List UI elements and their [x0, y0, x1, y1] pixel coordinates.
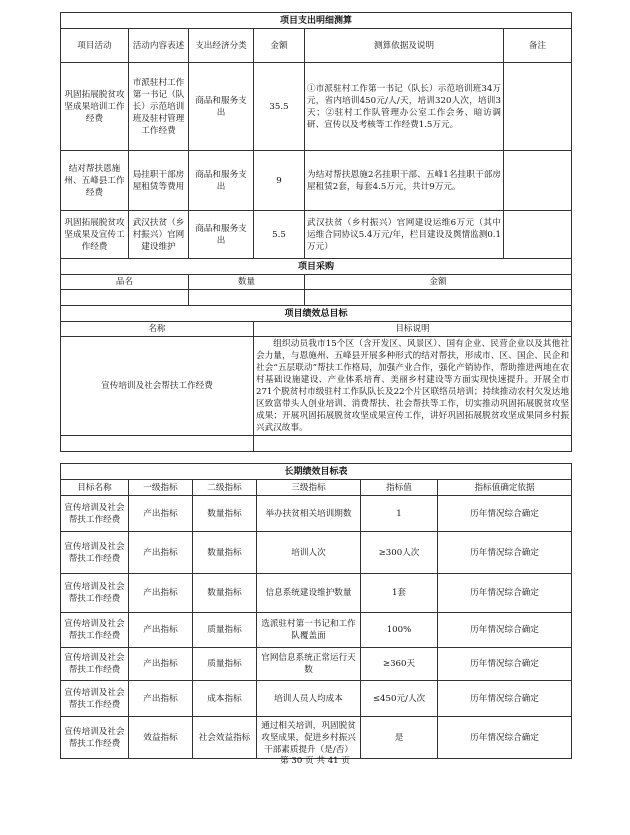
expense-content: 市派驻村工作第一书记（队长）示范培训班及驻村管理工作经费: [129, 63, 189, 151]
lt-l1: 产出指标: [129, 532, 193, 574]
lt-header-name: 目标名称: [61, 480, 129, 496]
lt-value: 1: [361, 496, 438, 532]
page-number: 第 30 页 共 41 页: [280, 756, 350, 766]
lt-l2: 数量指标: [193, 532, 257, 574]
expense-content: 局挂职干部房屋租赁等费用: [129, 151, 189, 211]
lt-value: ≥360天: [361, 648, 438, 681]
lt-name: 宣传培训及社会帮扶工作经费: [61, 717, 129, 759]
expense-content: 武汉扶贫（乡村振兴）官网建设维护: [129, 211, 189, 259]
lt-header-l1: 一级指标: [129, 480, 193, 496]
lt-header-value: 指标值: [361, 480, 438, 496]
lt-basis: 历年情况综合确定: [438, 717, 572, 759]
lt-l2: 质量指标: [193, 648, 257, 681]
expense-activity: 巩固拓展脱贫攻坚成果及宣传工作经费: [61, 211, 129, 259]
lt-name: 宣传培训及社会帮扶工作经费: [61, 648, 129, 681]
budget-table: [60, 12, 572, 452]
overall-header-description: 目标说明: [254, 322, 572, 337]
expense-amount: 35.5: [254, 63, 305, 151]
header-category: 支出经济分类: [189, 29, 254, 63]
lt-l3: 通过相关培训，巩固脱贫攻坚成果，促进乡村振兴干部素质提升（是/否）: [257, 717, 361, 759]
table-row: [61, 496, 572, 532]
expense-activity: 结对帮扶恩施州、五峰县工作经费: [61, 151, 129, 211]
lt-value: ≥300人次: [361, 532, 438, 574]
table-row: [61, 532, 572, 574]
lt-l1: 产出指标: [129, 681, 193, 717]
lt-l1: 产出指标: [129, 574, 193, 613]
expense-basis: 武汉扶贫（乡村振兴）官网建设运维6万元（其中运维合同协议5.4万元/年，栏目建设及舆情监测0.1万元）: [305, 211, 504, 259]
expense-activity: 巩固拓展脱贫攻坚成果培训工作经费: [61, 63, 129, 151]
lt-l3: 选派驻村第一书记和工作队覆盖面: [257, 613, 361, 648]
lt-name: 宣传培训及社会帮扶工作经费: [61, 681, 129, 717]
procurement-header-amount: 金额: [305, 275, 572, 290]
procurement-empty-row: [61, 290, 572, 306]
lt-l3: 培训人员人均成本: [257, 681, 361, 717]
lt-l1: 产出指标: [129, 648, 193, 681]
procurement-header-quantity: 数量: [189, 275, 305, 290]
expense-category: 商品和服务支出: [189, 211, 254, 259]
lt-l2: 数量指标: [193, 574, 257, 613]
overall-empty-cell: [61, 436, 254, 452]
lt-name: 宣传培训及社会帮扶工作经费: [61, 613, 129, 648]
table-row: [61, 717, 572, 759]
expense-row: [61, 211, 572, 259]
table-row: [61, 613, 572, 648]
expense-amount: 5.5: [254, 211, 305, 259]
lt-l2: 社会效益指标: [193, 717, 257, 759]
lt-l2: 质量指标: [193, 613, 257, 648]
procurement-section-title: 项目采购: [61, 259, 572, 275]
lt-basis: 历年情况综合确定: [438, 648, 572, 681]
table-row: [61, 681, 572, 717]
lt-value: 100%: [361, 613, 438, 648]
overall-header-name: 名称: [61, 322, 254, 337]
expense-note: [504, 211, 572, 259]
expense-category: 商品和服务支出: [189, 63, 254, 151]
lt-basis: 历年情况综合确定: [438, 681, 572, 717]
lt-name: 宣传培训及社会帮扶工作经费: [61, 574, 129, 613]
lt-basis: 历年情况综合确定: [438, 613, 572, 648]
table-row: [61, 574, 572, 613]
lt-value: 1套: [361, 574, 438, 613]
lt-name: 宣传培训及社会帮扶工作经费: [61, 496, 129, 532]
lt-l2: 数量指标: [193, 496, 257, 532]
lt-value: 是: [361, 717, 438, 759]
lt-l3: 官网信息系统正常运行天数: [257, 648, 361, 681]
lt-basis: 历年情况综合确定: [438, 532, 572, 574]
expense-note: [504, 63, 572, 151]
header-amount: 金额: [254, 29, 305, 63]
lt-l2: 成本指标: [193, 681, 257, 717]
overall-empty-cell: [254, 436, 572, 452]
expense-row: [61, 151, 572, 211]
header-activity: 项目活动: [61, 29, 129, 63]
lt-l1: 产出指标: [129, 613, 193, 648]
expense-basis: 为结对帮扶恩施2名挂职干部、五峰1名挂职干部房屋租赁2套，每套4.5万元，共计9万元。: [305, 151, 504, 211]
procurement-cell: [61, 290, 189, 306]
lt-basis: 历年情况综合确定: [438, 574, 572, 613]
expense-basis: ①市派驻村工作第一书记（队长）示范培训班34万元，省内培训450元/人/天，培训320人次，培训3天；②驻村工作队管理办公室工作会务、暗访调研、宣传以及考核等工作经费1.5万元。: [305, 63, 504, 151]
lt-l1: 效益指标: [129, 717, 193, 759]
lt-header-l3: 三级指标: [257, 480, 361, 496]
procurement-header-item: 品名: [61, 275, 189, 290]
procurement-cell: [189, 290, 305, 306]
longterm-section-title: 长期绩效目标表: [61, 464, 572, 480]
expense-amount: 9: [254, 151, 305, 211]
lt-header-l2: 二级指标: [193, 480, 257, 496]
longterm-table: [60, 463, 572, 759]
header-content: 活动内容表述: [129, 29, 189, 63]
overall-empty-row: [61, 436, 572, 452]
overall-name: 宣传培训及社会帮扶工作经费: [61, 337, 254, 436]
lt-l3: 培训人次: [257, 532, 361, 574]
expense-note: [504, 151, 572, 211]
lt-l1: 产出指标: [129, 496, 193, 532]
lt-basis: 历年情况综合确定: [438, 496, 572, 532]
header-basis: 测算依据及说明: [305, 29, 504, 63]
lt-l3: 信息系统建设维护数量: [257, 574, 361, 613]
table-row: [61, 648, 572, 681]
overall-section-title: 项目绩效总目标: [61, 306, 572, 322]
overall-description: 组织动员我市15个区（含开发区、风景区）、国有企业、民营企业以及其他社会力量，与恩施州、五峰县开展多种形式的结对帮扶，形成市、区、国企、民企和社会“五层联动”帮扶工作格局，加强产业合作，强化产销协作，帮助推进两地在农村基础设施建设、产业体系培育、美丽乡村建设等方面实现快速提升。开展全市271个脱贫村市级驻村工作队队长及22个片区联络员培训；持续推动农村欠发达地区致富带头人创业培训、消费帮扶、社会帮扶等工作，切实推动巩固拓展脱贫攻坚成果；开展巩固拓展脱贫攻坚成果宣传工作，讲好巩固拓展脱贫攻坚成果同乡村振兴武汉故事。: [254, 337, 572, 436]
expense-category: 商品和服务支出: [189, 151, 254, 211]
expense-row: [61, 63, 572, 151]
lt-header-basis: 指标值确定依据: [438, 480, 572, 496]
expense-section-title: 项目支出明细测算: [61, 13, 572, 29]
lt-l3: 举办扶贫相关培训期数: [257, 496, 361, 532]
header-note: 备注: [504, 29, 572, 63]
lt-name: 宣传培训及社会帮扶工作经费: [61, 532, 129, 574]
lt-value: ≤450元/人次: [361, 681, 438, 717]
procurement-cell: [305, 290, 572, 306]
